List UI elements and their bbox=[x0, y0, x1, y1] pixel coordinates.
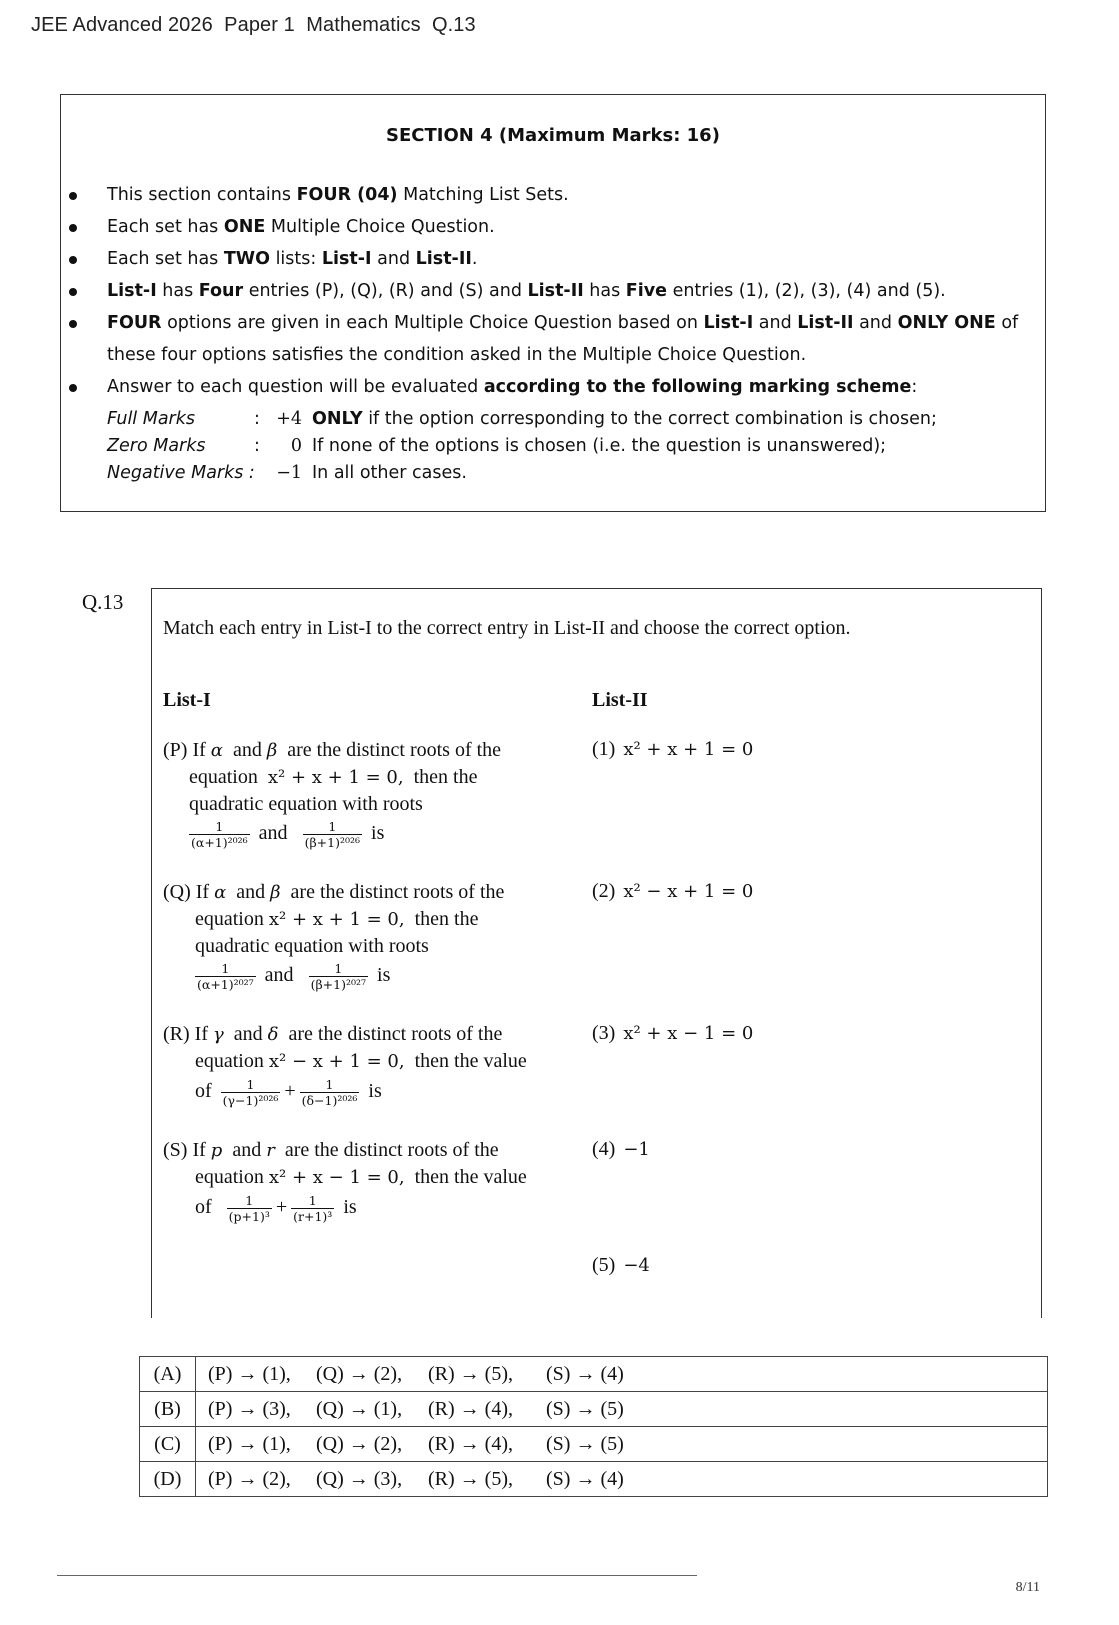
scheme-desc-text: if the option corresponding to the correct combination is chosen; bbox=[362, 408, 937, 429]
entry-tag: (5) bbox=[592, 1254, 616, 1276]
equation: x² − x + 1 = 0, bbox=[268, 1051, 405, 1072]
entry-line bbox=[163, 906, 583, 933]
fraction bbox=[189, 819, 250, 850]
bullet-text-bold: List-II bbox=[527, 281, 584, 301]
fraction-numerator: 1 bbox=[246, 1077, 255, 1092]
entry-word: are the distinct roots of the bbox=[288, 1023, 503, 1045]
bullet-text: and bbox=[371, 249, 416, 269]
equation: x² + x + 1 = 0, bbox=[268, 909, 405, 930]
entry-tag: (S) bbox=[163, 1139, 188, 1161]
fraction-denominator: (δ−1)²⁰²⁶ bbox=[301, 1093, 358, 1108]
fraction-denominator: (α+1)²⁰²⁶ bbox=[191, 835, 248, 850]
variable: α bbox=[214, 882, 227, 903]
entry-word: If bbox=[194, 1023, 208, 1045]
fraction-numerator: 1 bbox=[221, 961, 230, 976]
marking-scheme bbox=[107, 405, 937, 486]
option-pair: (P) → (1), bbox=[208, 1362, 291, 1385]
entry-line bbox=[163, 879, 583, 906]
bullet-text: options are given in each Multiple Choice Question based on bbox=[161, 313, 704, 333]
list-2-entry-2 bbox=[592, 880, 753, 903]
scheme-desc bbox=[312, 409, 937, 429]
scheme-value: +4 bbox=[276, 408, 302, 429]
list-1-heading: List-I bbox=[163, 689, 211, 711]
fraction bbox=[195, 961, 256, 992]
fraction-denominator: (γ−1)²⁰²⁶ bbox=[222, 1093, 279, 1108]
bullet-dot-icon bbox=[69, 288, 77, 296]
option-pair: (S) → (4) bbox=[546, 1467, 624, 1490]
entry-word: is bbox=[377, 964, 391, 987]
bullet-text-bold: List-II bbox=[797, 313, 854, 333]
scheme-label: Negative Marks : bbox=[107, 462, 255, 483]
entry-word: is bbox=[371, 822, 385, 845]
plus-sign: + bbox=[275, 1196, 288, 1219]
option-pair: (Q) → (2), bbox=[316, 1432, 403, 1455]
entry-word: equation bbox=[195, 1050, 264, 1072]
option-label[interactable]: (D) bbox=[140, 1462, 196, 1497]
entry-word: is bbox=[368, 1080, 382, 1103]
option-pair: (R) → (5), bbox=[428, 1362, 513, 1385]
question-box bbox=[151, 588, 1042, 1318]
entry-word: and bbox=[264, 964, 294, 987]
option-pair: (R) → (4), bbox=[428, 1397, 513, 1420]
entry-line bbox=[163, 961, 583, 992]
plus-sign: + bbox=[284, 1080, 296, 1103]
entry-line bbox=[163, 737, 583, 764]
option-pair: (R) → (5), bbox=[428, 1467, 513, 1490]
list-1-entry-r bbox=[163, 1021, 583, 1108]
bullet-text: . bbox=[471, 249, 478, 269]
bullet-text-bold: FOUR bbox=[107, 313, 162, 333]
entry-word: equation bbox=[189, 766, 258, 788]
scheme-colon: : bbox=[254, 435, 260, 456]
bullet-text: entries (P), (Q), (R) and (S) and bbox=[243, 281, 528, 301]
entry-line bbox=[163, 933, 583, 959]
bullet-text: Answer to each question will be evaluated bbox=[107, 377, 484, 397]
entry-tag: (1) bbox=[592, 738, 616, 760]
fraction bbox=[303, 819, 362, 850]
option-content[interactable] bbox=[196, 1427, 1048, 1462]
option-row-a[interactable] bbox=[140, 1357, 1048, 1392]
entry-tag: (4) bbox=[592, 1138, 616, 1160]
fraction-denominator: (β+1)²⁰²⁶ bbox=[304, 835, 361, 850]
option-pair: (Q) → (1), bbox=[316, 1397, 403, 1420]
fraction bbox=[291, 1193, 334, 1224]
entry-tag: (R) bbox=[163, 1023, 190, 1045]
variable: β bbox=[266, 740, 278, 761]
bullet-text-bold: Four bbox=[198, 281, 244, 301]
option-pair: (Q) → (2), bbox=[316, 1362, 403, 1385]
instructions-box bbox=[60, 94, 1046, 512]
scheme-desc-bold: ONLY bbox=[312, 408, 363, 429]
list-2-entry-1 bbox=[592, 738, 753, 761]
question-number: Q.13 bbox=[82, 590, 124, 614]
entry-line bbox=[163, 1137, 583, 1164]
entry-word: quadratic equation with roots bbox=[189, 793, 423, 815]
fraction bbox=[300, 1077, 360, 1108]
bullet-text-bold: ONE bbox=[223, 217, 266, 237]
entry-word: then the bbox=[414, 908, 479, 930]
entry-word: are the distinct roots of the bbox=[287, 739, 502, 761]
bullet-dot-icon bbox=[69, 192, 77, 200]
fraction-numerator: 1 bbox=[325, 1077, 334, 1092]
option-label[interactable]: (C) bbox=[140, 1427, 196, 1462]
entry-line bbox=[163, 764, 583, 791]
entry-line bbox=[163, 1048, 583, 1075]
bullet-text-bold: TWO bbox=[223, 249, 270, 269]
variable: α bbox=[210, 740, 223, 761]
option-pair: (S) → (4) bbox=[546, 1362, 624, 1385]
option-row-d[interactable] bbox=[140, 1462, 1048, 1497]
instruction-bullet bbox=[61, 307, 1045, 371]
entry-word: of bbox=[195, 1196, 212, 1219]
entry-word: and bbox=[233, 1023, 263, 1045]
entry-value: −1 bbox=[623, 1139, 650, 1160]
entry-word: are the distinct roots of the bbox=[290, 881, 505, 903]
bullet-text: Each set has bbox=[107, 217, 224, 237]
variable: r bbox=[266, 1140, 275, 1161]
fraction-denominator: (p+1)³ bbox=[228, 1209, 270, 1224]
fraction bbox=[221, 1077, 281, 1108]
variable: β bbox=[270, 882, 281, 903]
bullet-text-bold: List-I bbox=[703, 313, 754, 333]
entry-line bbox=[163, 1021, 583, 1048]
scheme-row-full bbox=[107, 405, 937, 432]
entry-word: and bbox=[236, 881, 266, 903]
question-text: Match each entry in List-I to the correct entry in List-II and choose the correct option. bbox=[163, 617, 851, 639]
entry-line bbox=[163, 1193, 583, 1224]
option-pair: (S) → (5) bbox=[546, 1432, 624, 1455]
entry-value: x² + x + 1 = 0 bbox=[623, 739, 754, 760]
instruction-bullet bbox=[61, 179, 1045, 211]
scheme-desc: In all other cases. bbox=[312, 462, 467, 483]
entry-word: then the value bbox=[414, 1166, 527, 1188]
entry-word: If bbox=[192, 739, 206, 761]
bullet-text: of these four options satisfies the condition asked in the Multiple Choice Question. bbox=[107, 313, 1019, 365]
scheme-label: Full Marks bbox=[107, 408, 196, 429]
entry-value: x² − x + 1 = 0 bbox=[623, 881, 754, 902]
instruction-bullets bbox=[61, 179, 1045, 403]
entry-line bbox=[163, 1077, 583, 1108]
bullet-text-bold: List-II bbox=[415, 249, 472, 269]
entry-word: then the value bbox=[414, 1050, 527, 1072]
answer-options-table bbox=[139, 1356, 1048, 1497]
bullet-dot-icon bbox=[69, 384, 77, 392]
variable: p bbox=[210, 1140, 223, 1161]
bullet-text: Each set has bbox=[107, 249, 224, 269]
fraction bbox=[227, 1193, 272, 1224]
bullet-text: and bbox=[753, 313, 798, 333]
bullet-text: has bbox=[583, 281, 626, 301]
footer-rule bbox=[57, 1575, 697, 1576]
entry-word: are the distinct roots of the bbox=[284, 1139, 499, 1161]
entry-value: x² + x − 1 = 0 bbox=[623, 1023, 754, 1044]
entry-word: and bbox=[232, 1139, 262, 1161]
fraction bbox=[309, 961, 368, 992]
fraction-numerator: 1 bbox=[215, 819, 224, 834]
option-pair: (R) → (4), bbox=[428, 1432, 513, 1455]
list-1-entry-q bbox=[163, 879, 583, 992]
option-row-c[interactable] bbox=[140, 1427, 1048, 1462]
list-1-entry-s bbox=[163, 1137, 583, 1224]
equation: x² + x − 1 = 0, bbox=[268, 1167, 405, 1188]
fraction-numerator: 1 bbox=[245, 1193, 254, 1208]
entry-word: If bbox=[192, 1139, 206, 1161]
bullet-text: and bbox=[853, 313, 898, 333]
entry-word: is bbox=[343, 1196, 357, 1219]
fraction-denominator: (α+1)²⁰²⁷ bbox=[197, 977, 254, 992]
instruction-bullet bbox=[61, 275, 1045, 307]
option-pair: (S) → (5) bbox=[546, 1397, 624, 1420]
page-header-title: JEE Advanced 2026 Paper 1 Mathematics Q.13 bbox=[31, 14, 476, 36]
scheme-row-zero bbox=[107, 432, 937, 459]
bullet-dot-icon bbox=[69, 320, 77, 328]
scheme-label: Zero Marks bbox=[107, 435, 206, 456]
entry-word: quadratic equation with roots bbox=[195, 935, 429, 957]
bullet-text-bold: List-I bbox=[107, 281, 157, 301]
bullet-text: lists: bbox=[270, 249, 322, 269]
entry-word: and bbox=[258, 822, 288, 845]
option-pair: (P) → (3), bbox=[208, 1397, 291, 1420]
entry-value: −4 bbox=[623, 1255, 650, 1276]
bullet-text-bold: FOUR (04) bbox=[296, 185, 398, 205]
entry-word: If bbox=[195, 881, 210, 903]
fraction-denominator: (β+1)²⁰²⁷ bbox=[310, 977, 367, 992]
section-heading: SECTION 4 (Maximum Marks: 16) bbox=[386, 125, 720, 146]
bullet-text-bold: ONLY ONE bbox=[897, 313, 996, 333]
bullet-dot-icon bbox=[69, 224, 77, 232]
option-row-b[interactable] bbox=[140, 1392, 1048, 1427]
equation: x² + x + 1 = 0, bbox=[267, 767, 404, 788]
fraction-denominator: (r+1)³ bbox=[293, 1209, 333, 1224]
bullet-text: : bbox=[911, 377, 918, 397]
scheme-row-negative bbox=[107, 459, 937, 486]
option-pair: (P) → (1), bbox=[208, 1432, 291, 1455]
option-pair: (Q) → (3), bbox=[316, 1467, 403, 1490]
list-2-entry-4 bbox=[592, 1138, 650, 1161]
list-2-entry-3 bbox=[592, 1022, 753, 1045]
entry-tag: (3) bbox=[592, 1022, 616, 1044]
bullet-text: Matching List Sets. bbox=[397, 185, 569, 205]
entry-tag: (2) bbox=[592, 880, 616, 902]
list-1-entry-p bbox=[163, 737, 583, 850]
list-2-entry-5 bbox=[592, 1254, 650, 1277]
entry-tag: (Q) bbox=[163, 881, 191, 903]
instruction-bullet bbox=[61, 243, 1045, 275]
instruction-bullet bbox=[61, 211, 1045, 243]
bullet-text: entries (1), (2), (3), (4) and (5). bbox=[667, 281, 946, 301]
option-label[interactable]: (B) bbox=[140, 1392, 196, 1427]
fraction-numerator: 1 bbox=[334, 961, 343, 976]
bullet-text: has bbox=[156, 281, 199, 301]
instruction-bullet bbox=[61, 371, 1045, 403]
scheme-desc: If none of the options is chosen (i.e. the question is unanswered); bbox=[312, 435, 887, 456]
option-label[interactable]: (A) bbox=[140, 1357, 196, 1392]
bullet-text-bold: List-I bbox=[321, 249, 372, 269]
entry-word: equation bbox=[195, 908, 264, 930]
scheme-value: −1 bbox=[276, 462, 302, 483]
bullet-text-bold: according to the following marking scheme bbox=[483, 377, 912, 397]
bullet-dot-icon bbox=[69, 256, 77, 264]
entry-tag: (P) bbox=[163, 739, 188, 761]
entry-word: then the bbox=[413, 766, 478, 788]
entry-line bbox=[163, 791, 583, 817]
page-number: 8/11 bbox=[1015, 1580, 1040, 1595]
option-content[interactable] bbox=[196, 1462, 1048, 1497]
bullet-text-bold: Five bbox=[625, 281, 668, 301]
variable: δ bbox=[267, 1024, 279, 1045]
option-content[interactable] bbox=[196, 1392, 1048, 1427]
scheme-colon: : bbox=[254, 408, 260, 429]
entry-word: equation bbox=[195, 1166, 264, 1188]
fraction-numerator: 1 bbox=[328, 819, 337, 834]
variable: γ bbox=[213, 1024, 224, 1045]
fraction-numerator: 1 bbox=[308, 1193, 317, 1208]
entry-line bbox=[163, 1164, 583, 1191]
bullet-text: Multiple Choice Question. bbox=[265, 217, 495, 237]
bullet-text: This section contains bbox=[107, 185, 297, 205]
entry-word: and bbox=[232, 739, 262, 761]
entry-word: of bbox=[195, 1080, 212, 1103]
scheme-value: 0 bbox=[290, 435, 302, 456]
option-content[interactable] bbox=[196, 1357, 1048, 1392]
list-2-heading: List-II bbox=[592, 689, 648, 711]
option-pair: (P) → (2), bbox=[208, 1467, 291, 1490]
entry-line bbox=[163, 819, 583, 850]
